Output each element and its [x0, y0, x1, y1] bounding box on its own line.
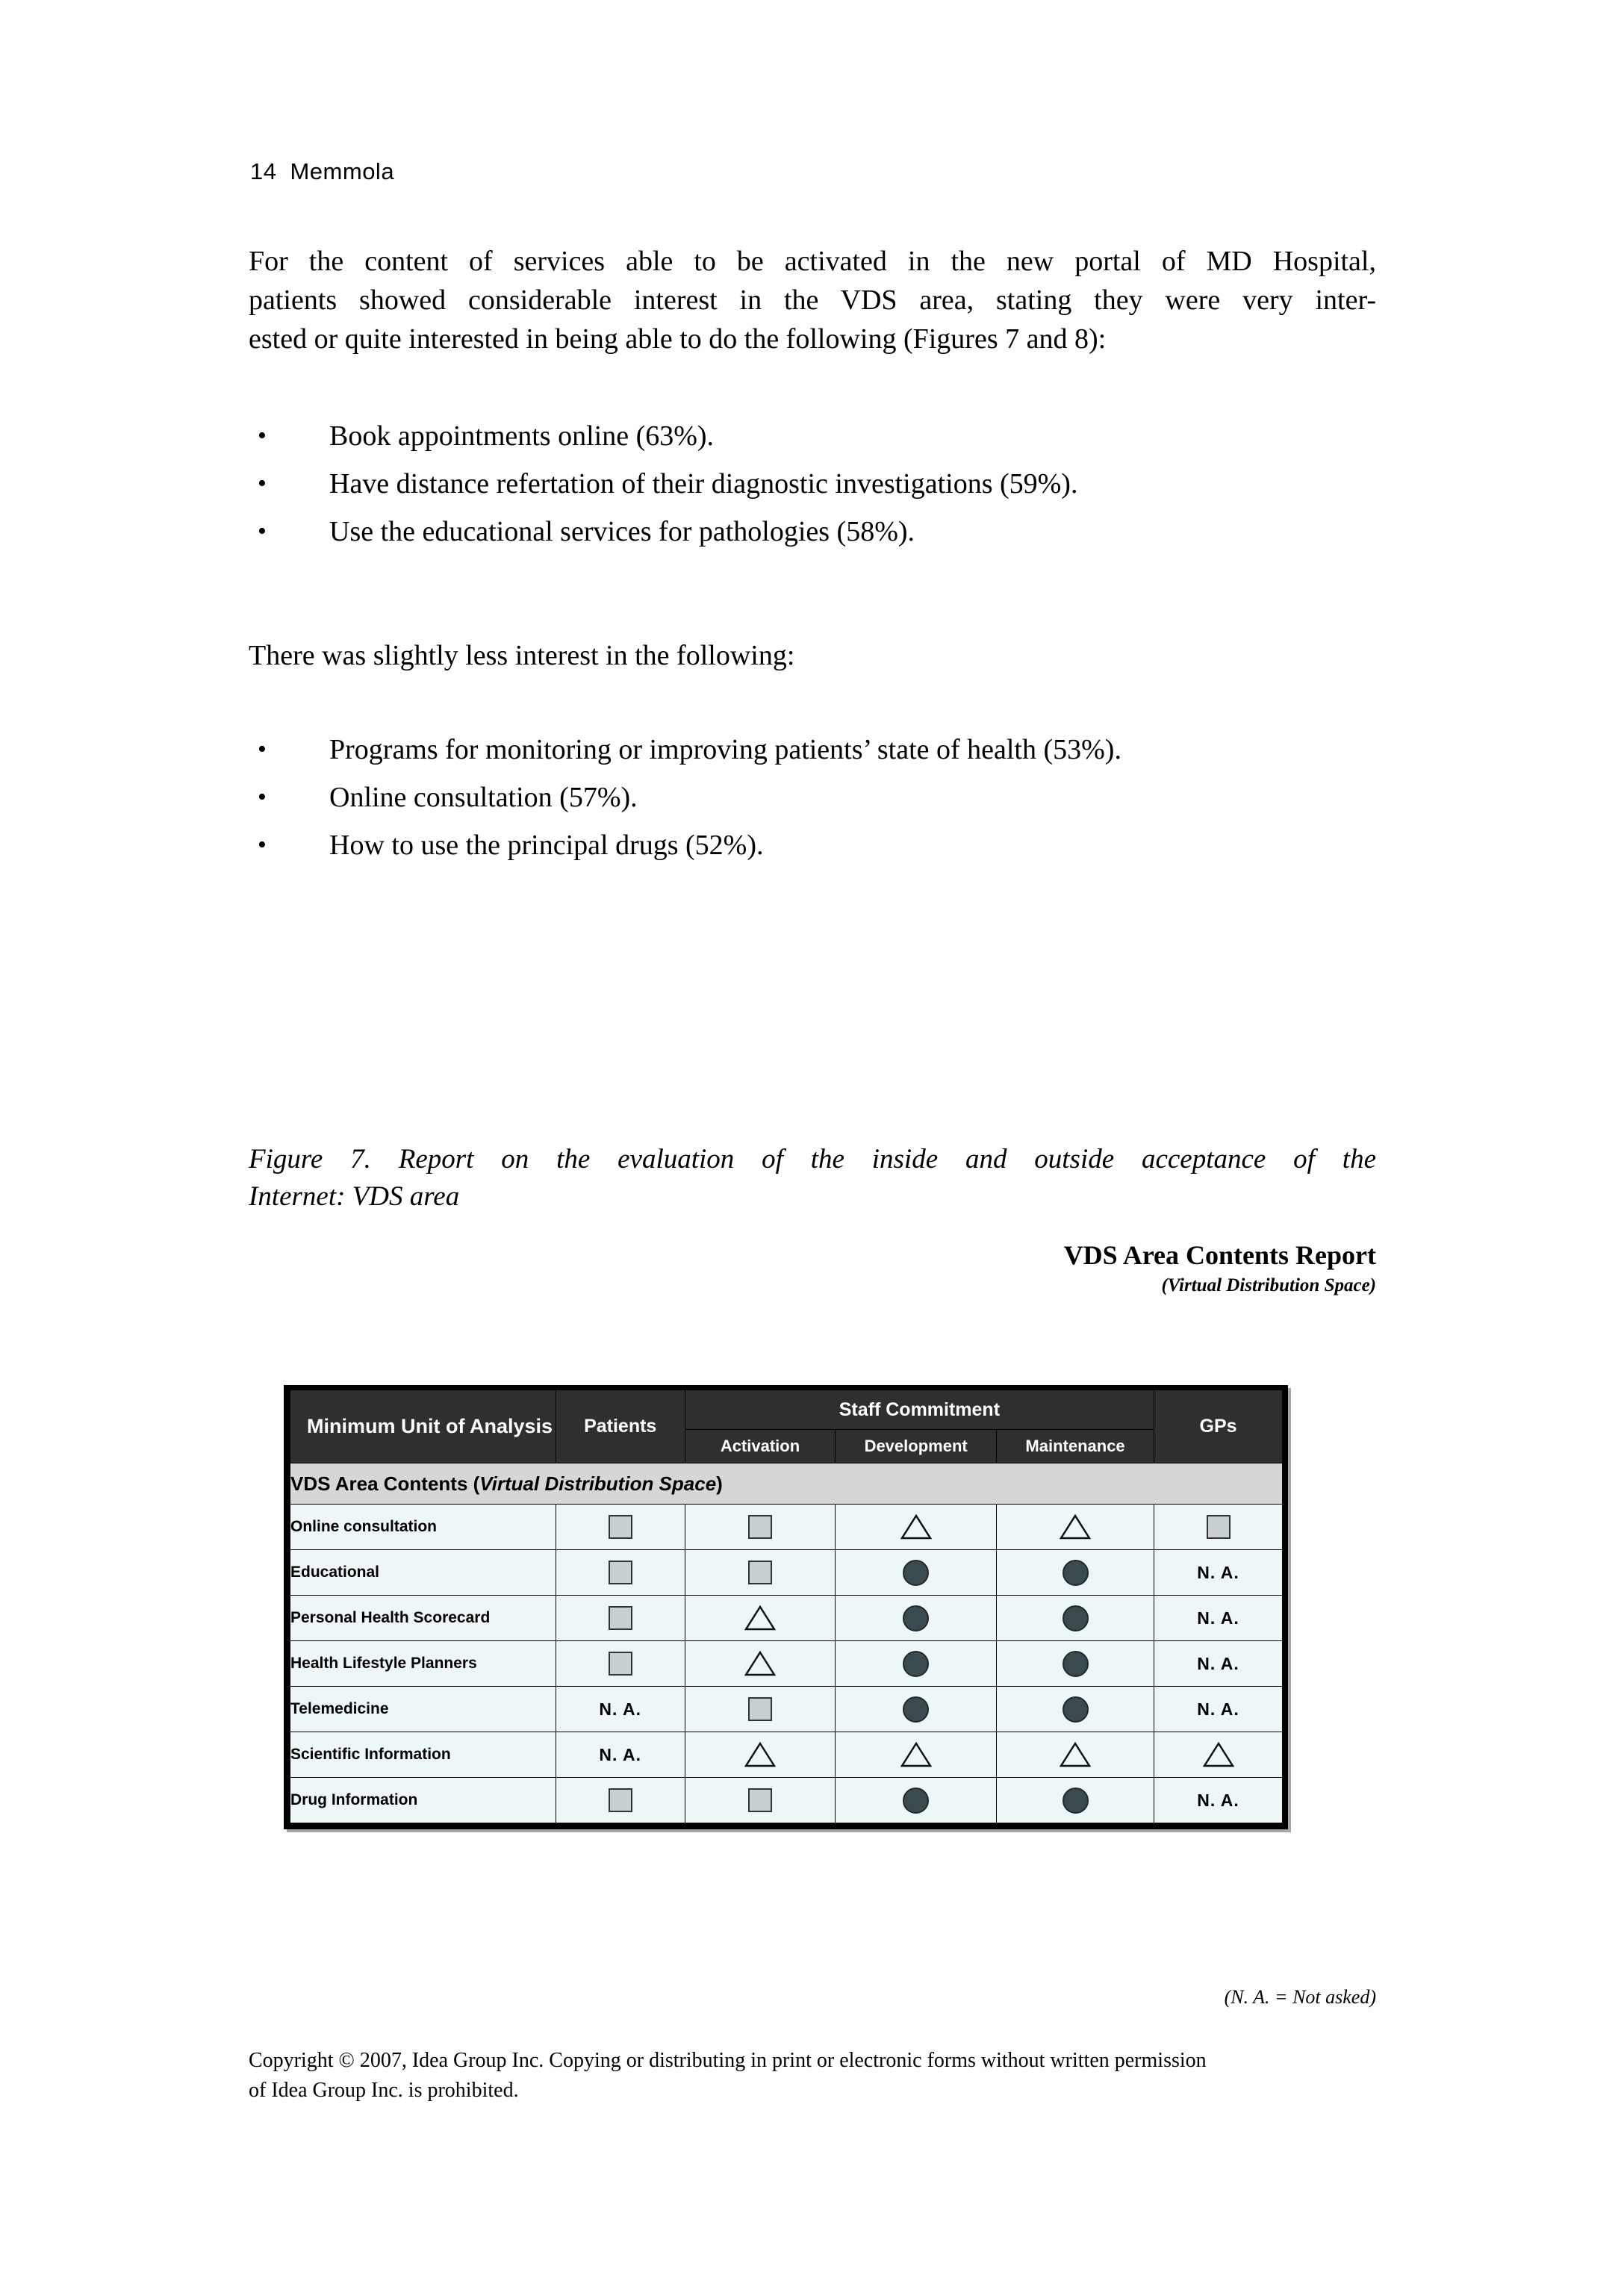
cell-patients — [556, 1505, 685, 1550]
row-label: Online consultation — [290, 1505, 556, 1550]
circle-icon — [1063, 1651, 1089, 1677]
cell-gps: N. A. — [1154, 1550, 1283, 1596]
header-gps: GPs — [1154, 1390, 1283, 1463]
circle-icon — [903, 1560, 929, 1586]
cell-gps — [1154, 1505, 1283, 1550]
cell-patients — [556, 1596, 685, 1641]
row-label: Scientific Information — [290, 1732, 556, 1778]
cell-maintenance — [997, 1505, 1154, 1550]
cell-patients — [556, 1550, 685, 1596]
square-icon — [609, 1652, 632, 1676]
list-item-label: Programs for monitoring or improving patients’ state of health (53%). — [329, 734, 1121, 765]
cell-maintenance — [997, 1596, 1154, 1641]
cell-development — [836, 1596, 997, 1641]
cell-patients — [556, 1778, 685, 1823]
row-label: Health Lifestyle Planners — [290, 1641, 556, 1687]
running-head — [250, 158, 394, 185]
list-item-label: Online consultation (57%). — [329, 782, 638, 813]
cell-gps: N. A. — [1154, 1596, 1283, 1641]
circle-icon — [903, 1605, 929, 1631]
table-row — [290, 1687, 1283, 1732]
square-icon — [609, 1561, 632, 1584]
table-row — [290, 1778, 1283, 1823]
table-row — [290, 1732, 1283, 1778]
cell-development — [836, 1732, 997, 1778]
triangle-icon — [744, 1651, 776, 1676]
cell-maintenance — [997, 1732, 1154, 1778]
cell-maintenance — [997, 1641, 1154, 1687]
figure-caption — [249, 1141, 1376, 1216]
table-header-row-primary — [290, 1390, 1283, 1430]
cell-patients — [556, 1641, 685, 1687]
intro-line-2: patients showed considerable interest in the VDS area, stating they were very inter- — [249, 284, 1376, 316]
mid-paragraph: There was slightly less interest in the following: — [249, 640, 795, 671]
header-minimum-unit-of-analysis: Minimum Unit of Analysis — [290, 1390, 556, 1463]
header-maintenance: Maintenance — [997, 1430, 1154, 1463]
square-icon — [748, 1561, 772, 1584]
cell-development — [836, 1550, 997, 1596]
cell-development — [836, 1641, 997, 1687]
triangle-icon — [1060, 1514, 1091, 1540]
bullet-icon: • — [258, 735, 267, 763]
triangle-icon — [1060, 1742, 1091, 1767]
circle-icon — [903, 1788, 929, 1814]
cell-gps: N. A. — [1154, 1641, 1283, 1687]
cell-maintenance — [997, 1778, 1154, 1823]
bullet-icon: • — [258, 783, 267, 811]
page-number: 14 — [250, 158, 277, 184]
cell-gps: N. A. — [1154, 1687, 1283, 1732]
cell-gps: N. A. — [1154, 1778, 1283, 1823]
circle-icon — [1063, 1605, 1089, 1631]
triangle-icon — [900, 1514, 932, 1540]
header-activation: Activation — [685, 1430, 836, 1463]
cell-maintenance — [997, 1687, 1154, 1732]
table-body — [290, 1463, 1283, 1823]
section-label-italic: Virtual Distribution Space — [479, 1472, 717, 1495]
cell-development — [836, 1687, 997, 1732]
table-row — [290, 1641, 1283, 1687]
figure-title-block — [747, 1239, 1376, 1296]
row-label: Telemedicine — [290, 1687, 556, 1732]
list-item — [249, 417, 1376, 464]
circle-icon — [1063, 1788, 1089, 1814]
list-item — [249, 464, 1376, 512]
list-item — [249, 730, 1376, 778]
intro-line-3: ested or quite interested in being able to do the following (Figures 7 and 8): — [249, 323, 1107, 355]
bullet-icon: • — [258, 517, 267, 545]
circle-icon — [903, 1696, 929, 1723]
square-icon — [609, 1606, 632, 1630]
row-label: Personal Health Scorecard — [290, 1596, 556, 1641]
copyright-line-1: Copyright © 2007, Idea Group Inc. Copying or distributing in print or electronic forms without written permission — [249, 2049, 1207, 2072]
square-icon — [748, 1515, 772, 1539]
list-item-label: Book appointments online (63%). — [329, 420, 715, 452]
cell-activation — [685, 1505, 836, 1550]
triangle-icon — [744, 1742, 776, 1767]
list-item — [249, 512, 1376, 560]
intro-paragraph — [249, 242, 1376, 358]
row-label: Drug Information — [290, 1778, 556, 1823]
table-row — [290, 1550, 1283, 1596]
figure-table-frame — [284, 1385, 1288, 1829]
vds-area-contents-table — [290, 1390, 1283, 1823]
cell-activation — [685, 1778, 836, 1823]
table-section-row — [290, 1463, 1283, 1505]
cell-activation — [685, 1550, 836, 1596]
figure-subtitle: (Virtual Distribution Space) — [1161, 1275, 1376, 1295]
square-icon — [748, 1697, 772, 1721]
high-interest-list — [249, 417, 1376, 560]
list-item-label: How to use the principal drugs (52%). — [329, 830, 764, 861]
bullet-icon: • — [258, 831, 267, 859]
square-icon — [609, 1515, 632, 1539]
copyright-notice — [249, 2046, 1399, 2106]
table-row — [290, 1596, 1283, 1641]
copyright-line-2: of Idea Group Inc. is prohibited. — [249, 2079, 519, 2102]
table-row — [290, 1505, 1283, 1550]
cell-gps — [1154, 1732, 1283, 1778]
header-staff-commitment: Staff Commitment — [685, 1390, 1154, 1430]
cell-development — [836, 1505, 997, 1550]
circle-icon — [1063, 1696, 1089, 1723]
list-item — [249, 778, 1376, 826]
cell-patients: N. A. — [556, 1732, 685, 1778]
circle-icon — [1063, 1560, 1089, 1586]
list-item-label: Use the educational services for pathologies (58%). — [329, 516, 915, 547]
cell-development — [836, 1778, 997, 1823]
cell-activation — [685, 1596, 836, 1641]
running-head-title: Memmola — [290, 158, 395, 184]
row-label: Educational — [290, 1550, 556, 1596]
square-icon — [748, 1788, 772, 1812]
cell-maintenance — [997, 1550, 1154, 1596]
list-item — [249, 826, 1376, 874]
triangle-icon — [744, 1605, 776, 1631]
list-item-label: Have distance refertation of their diagnostic investigations (59%). — [329, 468, 1078, 500]
figure-caption-line-2: Internet: VDS area — [249, 1181, 460, 1212]
square-icon — [1207, 1515, 1231, 1539]
figure-title: VDS Area Contents Report — [1063, 1240, 1376, 1270]
section-label — [290, 1463, 1283, 1505]
cell-activation — [685, 1732, 836, 1778]
bullet-icon: • — [258, 422, 267, 449]
figure-caption-line-1: Figure 7. Report on the evaluation of the inside and outside acceptance of the — [249, 1144, 1376, 1175]
header-patients: Patients — [556, 1390, 685, 1463]
circle-icon — [903, 1651, 929, 1677]
square-icon — [609, 1788, 632, 1812]
bullet-icon: • — [258, 470, 267, 497]
low-interest-list — [249, 730, 1376, 874]
triangle-icon — [1203, 1742, 1234, 1767]
cell-patients: N. A. — [556, 1687, 685, 1732]
figure-note: (N. A. = Not asked) — [1224, 1986, 1376, 2008]
section-label-prefix: VDS Area Contents ( — [290, 1472, 480, 1495]
cell-activation — [685, 1687, 836, 1732]
triangle-icon — [900, 1742, 932, 1767]
cell-activation — [685, 1641, 836, 1687]
section-label-suffix: ) — [716, 1472, 723, 1495]
header-development: Development — [836, 1430, 997, 1463]
intro-line-1: For the content of services able to be activated in the new portal of MD Hospital, — [249, 246, 1376, 277]
